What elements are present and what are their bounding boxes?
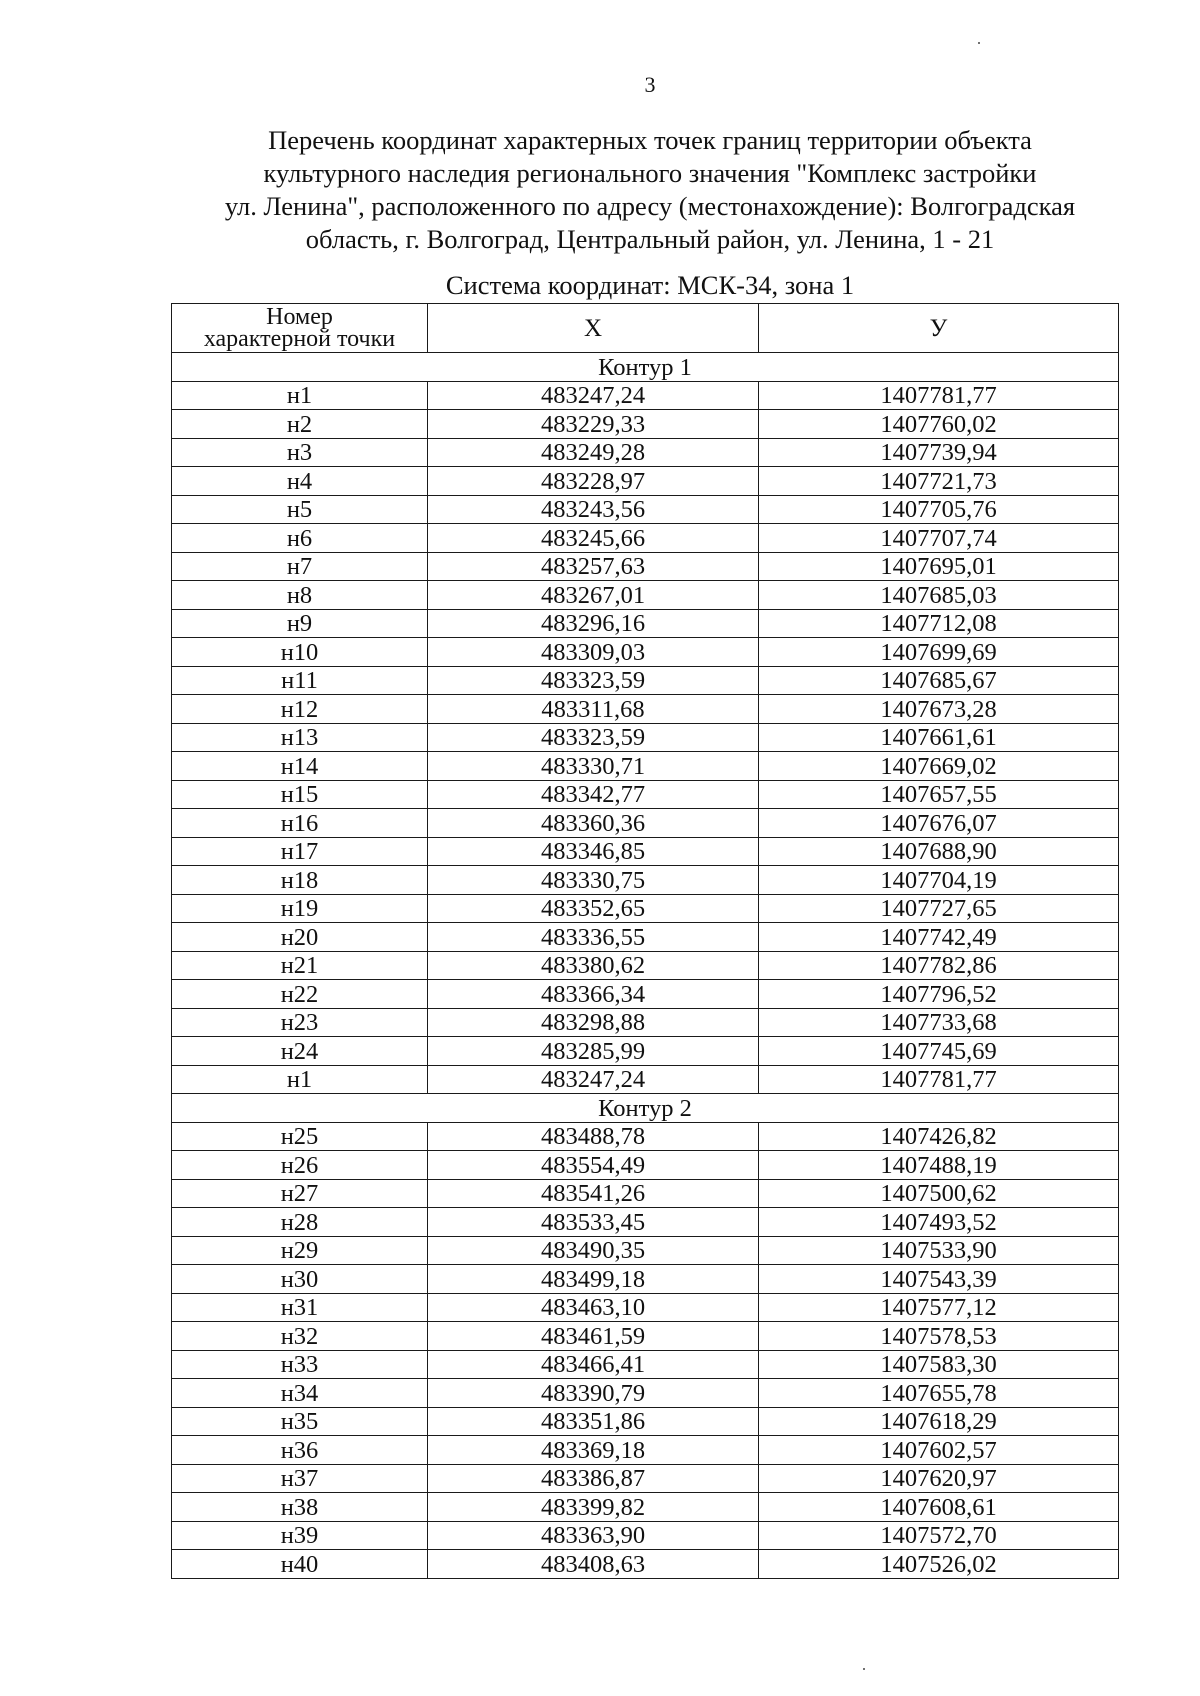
y-coordinate-cell: 1407739,94 (759, 438, 1119, 467)
x-coordinate-cell: 483247,24 (428, 1065, 759, 1094)
y-coordinate-cell: 1407688,90 (759, 837, 1119, 866)
x-coordinate-cell: 483336,55 (428, 923, 759, 952)
x-coordinate-cell: 483346,85 (428, 837, 759, 866)
point-number-cell: н37 (172, 1464, 428, 1493)
x-coordinate-cell: 483488,78 (428, 1122, 759, 1151)
x-coordinate-cell: 483229,33 (428, 410, 759, 439)
x-coordinate-cell: 483351,86 (428, 1407, 759, 1436)
table-row (172, 410, 1119, 439)
table-row (172, 1008, 1119, 1037)
x-coordinate-cell: 483386,87 (428, 1464, 759, 1493)
x-coordinate-cell: 483490,35 (428, 1236, 759, 1265)
x-coordinate-cell: 483285,99 (428, 1037, 759, 1066)
table-row (172, 1350, 1119, 1379)
table-row (172, 923, 1119, 952)
point-number-cell: н24 (172, 1037, 428, 1066)
y-coordinate-cell: 1407578,53 (759, 1322, 1119, 1351)
point-number-cell: н38 (172, 1493, 428, 1522)
point-number-cell: н7 (172, 552, 428, 581)
point-number-cell: н21 (172, 951, 428, 980)
y-coordinate-cell: 1407533,90 (759, 1236, 1119, 1265)
x-coordinate-cell: 483399,82 (428, 1493, 759, 1522)
point-number-cell: н15 (172, 780, 428, 809)
point-number-cell: н12 (172, 695, 428, 724)
title-line: область, г. Волгоград, Центральный район, ул. Ленина, 1 - 21 (305, 224, 995, 254)
point-number-cell: н31 (172, 1293, 428, 1322)
table-row (172, 1464, 1119, 1493)
point-number-cell: н39 (172, 1521, 428, 1550)
y-coordinate-cell: 1407669,02 (759, 752, 1119, 781)
point-number-cell: н36 (172, 1436, 428, 1465)
table-row (172, 980, 1119, 1009)
x-coordinate-cell: 483363,90 (428, 1521, 759, 1550)
y-coordinate-cell: 1407620,97 (759, 1464, 1119, 1493)
y-coordinate-cell: 1407704,19 (759, 866, 1119, 895)
y-coordinate-cell: 1407782,86 (759, 951, 1119, 980)
title-line: Перечень координат характерных точек границ территории объекта (268, 125, 1032, 155)
y-coordinate-cell: 1407618,29 (759, 1407, 1119, 1436)
table-row (172, 1037, 1119, 1066)
x-coordinate-cell: 483533,45 (428, 1208, 759, 1237)
document-title (170, 124, 1130, 256)
point-number-cell: н35 (172, 1407, 428, 1436)
table-row (172, 438, 1119, 467)
point-number-cell: н13 (172, 723, 428, 752)
table-row (172, 666, 1119, 695)
y-coordinate-cell: 1407685,67 (759, 666, 1119, 695)
table-row (172, 1493, 1119, 1522)
x-coordinate-cell: 483380,62 (428, 951, 759, 980)
table-row (172, 1236, 1119, 1265)
point-number-cell: н28 (172, 1208, 428, 1237)
point-number-cell: н6 (172, 524, 428, 553)
y-coordinate-cell: 1407699,69 (759, 638, 1119, 667)
point-number-cell: н11 (172, 666, 428, 695)
table-row (172, 723, 1119, 752)
x-coordinate-cell: 483330,75 (428, 866, 759, 895)
table-row (172, 1208, 1119, 1237)
header-x: X (428, 304, 759, 353)
x-coordinate-cell: 483342,77 (428, 780, 759, 809)
y-coordinate-cell: 1407526,02 (759, 1550, 1119, 1579)
y-coordinate-cell: 1407493,52 (759, 1208, 1119, 1237)
point-number-cell: н8 (172, 581, 428, 610)
point-number-cell: н40 (172, 1550, 428, 1579)
x-coordinate-cell: 483245,66 (428, 524, 759, 553)
table-row (172, 837, 1119, 866)
x-coordinate-cell: 483408,63 (428, 1550, 759, 1579)
table-row (172, 609, 1119, 638)
x-coordinate-cell: 483228,97 (428, 467, 759, 496)
point-number-cell: н30 (172, 1265, 428, 1294)
table-row (172, 1322, 1119, 1351)
y-coordinate-cell: 1407583,30 (759, 1350, 1119, 1379)
y-coordinate-cell: 1407655,78 (759, 1379, 1119, 1408)
table-row (172, 1550, 1119, 1579)
y-coordinate-cell: 1407712,08 (759, 609, 1119, 638)
point-number-cell: н20 (172, 923, 428, 952)
point-number-cell: н34 (172, 1379, 428, 1408)
x-coordinate-cell: 483390,79 (428, 1379, 759, 1408)
point-number-cell: н18 (172, 866, 428, 895)
table-row (172, 1521, 1119, 1550)
contour-header-row (172, 1094, 1119, 1123)
x-coordinate-cell: 483369,18 (428, 1436, 759, 1465)
y-coordinate-cell: 1407577,12 (759, 1293, 1119, 1322)
table-row (172, 780, 1119, 809)
table-row (172, 1379, 1119, 1408)
point-number-cell: н4 (172, 467, 428, 496)
y-coordinate-cell: 1407426,82 (759, 1122, 1119, 1151)
point-number-cell: н1 (172, 381, 428, 410)
table-row (172, 1407, 1119, 1436)
table-row (172, 894, 1119, 923)
point-number-cell: н9 (172, 609, 428, 638)
x-coordinate-cell: 483298,88 (428, 1008, 759, 1037)
table-row (172, 951, 1119, 980)
x-coordinate-cell: 483352,65 (428, 894, 759, 923)
point-number-cell: н16 (172, 809, 428, 838)
coordinate-system-caption: Система координат: МСК-34, зона 1 (445, 270, 855, 300)
point-number-cell: н25 (172, 1122, 428, 1151)
table-row (172, 495, 1119, 524)
y-coordinate-cell: 1407602,57 (759, 1436, 1119, 1465)
y-coordinate-cell: 1407745,69 (759, 1037, 1119, 1066)
x-coordinate-cell: 483554,49 (428, 1151, 759, 1180)
header-point-number (172, 304, 428, 353)
table-row (172, 581, 1119, 610)
x-coordinate-cell: 483243,56 (428, 495, 759, 524)
x-coordinate-cell: 483366,34 (428, 980, 759, 1009)
table-row (172, 524, 1119, 553)
coordinates-table (171, 303, 1119, 1579)
point-number-cell: н33 (172, 1350, 428, 1379)
x-coordinate-cell: 483247,24 (428, 381, 759, 410)
x-coordinate-cell: 483309,03 (428, 638, 759, 667)
y-coordinate-cell: 1407727,65 (759, 894, 1119, 923)
y-coordinate-cell: 1407733,68 (759, 1008, 1119, 1037)
table-row (172, 809, 1119, 838)
x-coordinate-cell: 483249,28 (428, 438, 759, 467)
x-coordinate-cell: 483466,41 (428, 1350, 759, 1379)
y-coordinate-cell: 1407500,62 (759, 1179, 1119, 1208)
table-row (172, 1293, 1119, 1322)
table-row (172, 1122, 1119, 1151)
scan-speck (863, 1668, 865, 1670)
x-coordinate-cell: 483311,68 (428, 695, 759, 724)
table-row (172, 752, 1119, 781)
table-row (172, 1065, 1119, 1094)
point-number-cell: н2 (172, 410, 428, 439)
header-point-line2: характерной точки (203, 326, 396, 352)
x-coordinate-cell: 483541,26 (428, 1179, 759, 1208)
table-row (172, 552, 1119, 581)
table-header-row (172, 304, 1119, 353)
page-number: 3 (644, 72, 656, 97)
point-number-cell: н27 (172, 1179, 428, 1208)
contour-label: Контур 2 (172, 1094, 1119, 1123)
y-coordinate-cell: 1407676,07 (759, 809, 1119, 838)
x-coordinate-cell: 483323,59 (428, 666, 759, 695)
y-coordinate-cell: 1407657,55 (759, 780, 1119, 809)
y-coordinate-cell: 1407707,74 (759, 524, 1119, 553)
table-row (172, 1265, 1119, 1294)
scan-speck (978, 42, 980, 44)
y-coordinate-cell: 1407673,28 (759, 695, 1119, 724)
point-number-cell: н19 (172, 894, 428, 923)
x-coordinate-cell: 483323,59 (428, 723, 759, 752)
point-number-cell: н14 (172, 752, 428, 781)
table-row (172, 695, 1119, 724)
x-coordinate-cell: 483330,71 (428, 752, 759, 781)
table-row (172, 866, 1119, 895)
y-coordinate-cell: 1407781,77 (759, 381, 1119, 410)
y-coordinate-cell: 1407742,49 (759, 923, 1119, 952)
point-number-cell: н23 (172, 1008, 428, 1037)
x-coordinate-cell: 483267,01 (428, 581, 759, 610)
y-coordinate-cell: 1407488,19 (759, 1151, 1119, 1180)
table-body (172, 353, 1119, 1579)
contour-label: Контур 1 (172, 353, 1119, 382)
y-coordinate-cell: 1407721,73 (759, 467, 1119, 496)
y-coordinate-cell: 1407705,76 (759, 495, 1119, 524)
point-number-cell: н3 (172, 438, 428, 467)
y-coordinate-cell: 1407572,70 (759, 1521, 1119, 1550)
point-number-cell: н29 (172, 1236, 428, 1265)
table-row (172, 1436, 1119, 1465)
title-line: ул. Ленина", расположенного по адресу (местонахождение): Волгоградская (224, 191, 1076, 221)
y-coordinate-cell: 1407608,61 (759, 1493, 1119, 1522)
point-number-cell: н22 (172, 980, 428, 1009)
point-number-cell: н1 (172, 1065, 428, 1094)
table-row (172, 1151, 1119, 1180)
y-coordinate-cell: 1407760,02 (759, 410, 1119, 439)
table-row (172, 467, 1119, 496)
header-point-line1: Номер (266, 304, 333, 330)
title-line: культурного наследия регионального значения "Комплекс застройки (263, 158, 1037, 188)
y-coordinate-cell: 1407685,03 (759, 581, 1119, 610)
table-row (172, 381, 1119, 410)
point-number-cell: н10 (172, 638, 428, 667)
point-number-cell: н26 (172, 1151, 428, 1180)
y-coordinate-cell: 1407796,52 (759, 980, 1119, 1009)
x-coordinate-cell: 483360,36 (428, 809, 759, 838)
y-coordinate-cell: 1407543,39 (759, 1265, 1119, 1294)
x-coordinate-cell: 483296,16 (428, 609, 759, 638)
y-coordinate-cell: 1407695,01 (759, 552, 1119, 581)
table-row (172, 638, 1119, 667)
x-coordinate-cell: 483461,59 (428, 1322, 759, 1351)
contour-header-row (172, 353, 1119, 382)
x-coordinate-cell: 483463,10 (428, 1293, 759, 1322)
y-coordinate-cell: 1407661,61 (759, 723, 1119, 752)
x-coordinate-cell: 483257,63 (428, 552, 759, 581)
point-number-cell: н5 (172, 495, 428, 524)
header-y: У (759, 304, 1119, 353)
point-number-cell: н32 (172, 1322, 428, 1351)
y-coordinate-cell: 1407781,77 (759, 1065, 1119, 1094)
point-number-cell: н17 (172, 837, 428, 866)
table-row (172, 1179, 1119, 1208)
x-coordinate-cell: 483499,18 (428, 1265, 759, 1294)
